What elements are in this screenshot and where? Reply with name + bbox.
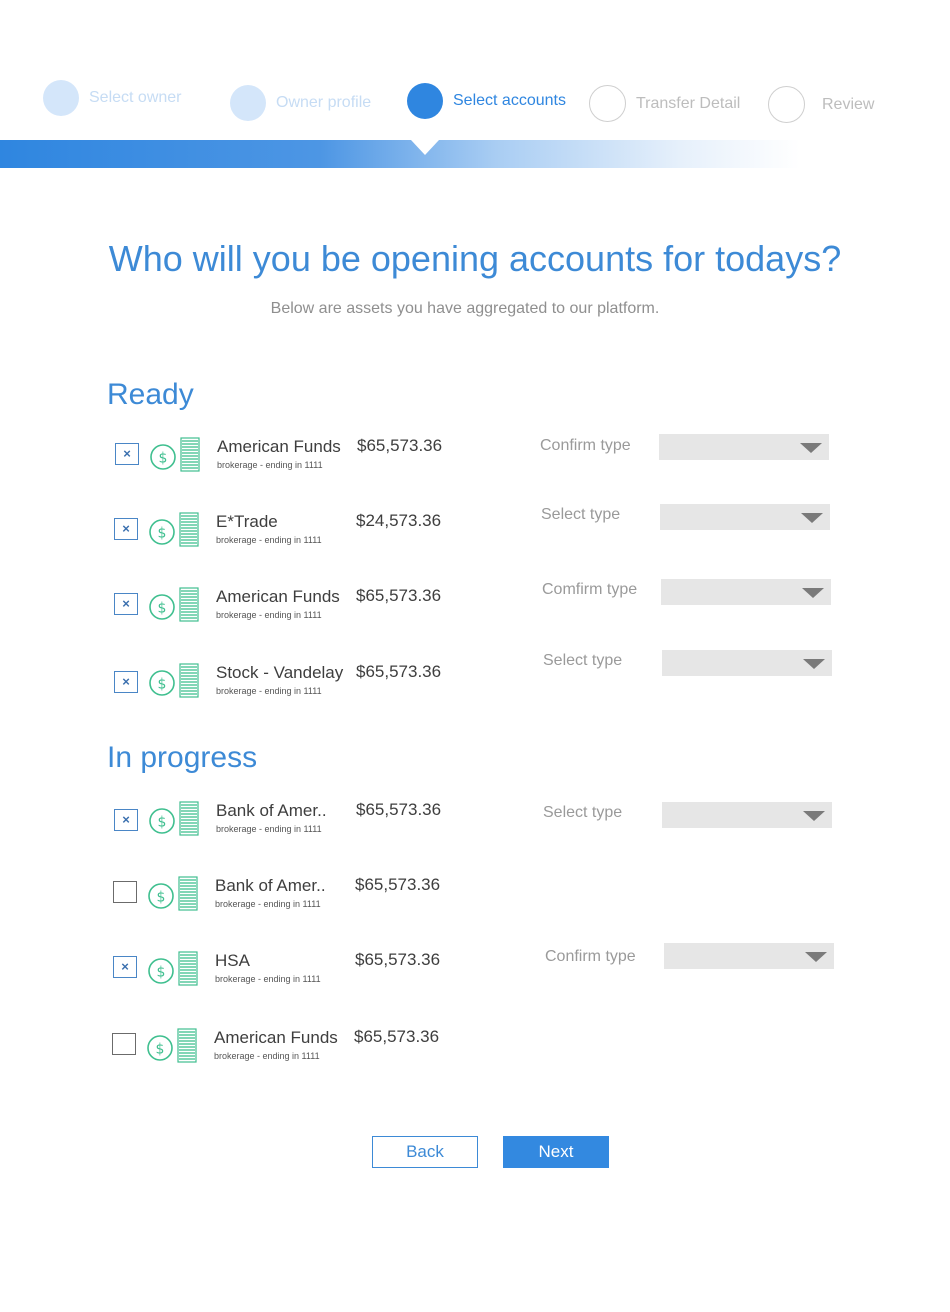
step-circle xyxy=(43,80,79,116)
account-name: Bank of Amer.. xyxy=(216,801,327,820)
step-label: Review xyxy=(822,95,875,113)
dollar-coin-stack-icon xyxy=(149,800,203,836)
account-amount: $65,573.36 xyxy=(356,662,442,681)
account-type-label: Select type xyxy=(543,652,623,669)
account-subtitle: brokerage - ending in 1111 xyxy=(215,974,321,984)
caret-down-icon xyxy=(805,952,827,962)
account-name: American Funds xyxy=(216,587,340,606)
account-type-select[interactable] xyxy=(660,504,830,530)
account-row xyxy=(0,1025,950,1075)
account-amount: $65,573.36 xyxy=(355,875,441,894)
account-type-label: Confirm type xyxy=(540,437,631,454)
account-subtitle: brokerage - ending in 1111 xyxy=(216,535,322,545)
dollar-coin-stack-icon xyxy=(149,511,203,547)
step-review[interactable] xyxy=(768,86,874,123)
account-subtitle: brokerage - ending in 1111 xyxy=(216,824,322,834)
page-title: Who will you be opening accounts for todays? xyxy=(108,238,842,279)
account-row xyxy=(0,948,950,998)
account-checkbox[interactable]: × xyxy=(113,956,137,978)
account-name: HSA xyxy=(215,951,250,970)
account-checkbox[interactable]: × xyxy=(114,593,138,615)
account-checkbox[interactable]: × xyxy=(115,443,139,465)
account-type-select[interactable] xyxy=(664,943,834,969)
svg-text:$: $ xyxy=(157,525,167,542)
account-name: American Funds xyxy=(214,1028,338,1047)
step-owner-profile[interactable] xyxy=(230,85,371,121)
section-title-ready: Ready xyxy=(107,378,194,411)
account-name: Stock - Vandelay xyxy=(216,663,344,682)
account-name: E*Trade xyxy=(216,512,278,531)
account-type-label: Select type xyxy=(543,804,623,821)
step-circle xyxy=(768,86,805,123)
back-button[interactable]: Back xyxy=(372,1136,478,1168)
svg-text:$: $ xyxy=(158,450,168,467)
dollar-coin-stack-icon xyxy=(148,950,202,986)
account-amount: $65,573.36 xyxy=(356,800,442,819)
caret-down-icon xyxy=(803,811,825,821)
progress-bar xyxy=(0,140,800,168)
svg-text:$: $ xyxy=(157,600,167,617)
next-button[interactable]: Next xyxy=(503,1136,609,1168)
account-subtitle: brokerage - ending in 1111 xyxy=(214,1051,320,1061)
account-checkbox[interactable]: × xyxy=(114,809,138,831)
page-subtitle: Below are assets you have aggregated to our platform. xyxy=(270,300,660,317)
account-row xyxy=(0,798,950,848)
account-name: American Funds xyxy=(217,437,341,456)
svg-text:$: $ xyxy=(157,814,167,831)
step-transfer-detail[interactable] xyxy=(589,85,740,122)
account-amount: $65,573.36 xyxy=(355,950,441,969)
account-checkbox[interactable]: × xyxy=(114,671,138,693)
dollar-coin-stack-icon xyxy=(149,586,203,622)
account-type-select[interactable] xyxy=(662,650,832,676)
progress-notch xyxy=(411,140,439,155)
svg-text:$: $ xyxy=(157,676,167,693)
step-select-owner[interactable] xyxy=(43,80,182,116)
account-amount: $24,573.36 xyxy=(356,511,442,530)
svg-text:$: $ xyxy=(155,1041,165,1058)
account-name: Bank of Amer.. xyxy=(215,876,326,895)
account-type-select[interactable] xyxy=(659,434,829,460)
account-row xyxy=(0,873,950,923)
account-type-label: Comfirm type xyxy=(542,581,638,598)
account-type-select[interactable] xyxy=(662,802,832,828)
account-subtitle: brokerage - ending in 1111 xyxy=(215,899,321,909)
step-label: Transfer Detail xyxy=(636,94,741,112)
account-amount: $65,573.36 xyxy=(356,586,442,605)
step-label: Owner profile xyxy=(276,94,372,111)
step-circle xyxy=(230,85,266,121)
account-checkbox[interactable] xyxy=(112,1033,136,1055)
account-type-label: Select type xyxy=(541,506,621,523)
svg-text:$: $ xyxy=(156,889,166,906)
account-type-label: Confirm type xyxy=(545,948,636,965)
dollar-coin-stack-icon xyxy=(149,662,203,698)
account-amount: $65,573.36 xyxy=(357,436,443,455)
caret-down-icon xyxy=(802,588,824,598)
step-circle xyxy=(407,83,443,119)
account-row xyxy=(0,434,950,484)
account-row xyxy=(0,581,950,634)
step-label: Select owner xyxy=(89,89,182,106)
account-checkbox[interactable] xyxy=(113,881,137,903)
caret-down-icon xyxy=(800,443,822,453)
dollar-coin-stack-icon xyxy=(147,1027,201,1063)
step-circle xyxy=(589,85,626,122)
account-type-select[interactable] xyxy=(661,579,831,605)
dollar-coin-stack-icon xyxy=(150,436,204,472)
account-row xyxy=(0,506,950,559)
dollar-coin-stack-icon xyxy=(148,875,202,911)
account-row xyxy=(0,652,950,710)
account-subtitle: brokerage - ending in 1111 xyxy=(217,460,323,470)
account-subtitle: brokerage - ending in 1111 xyxy=(216,686,322,696)
caret-down-icon xyxy=(803,659,825,669)
section-title-in-progress: In progress xyxy=(107,741,258,774)
step-label: Select accounts xyxy=(453,92,566,109)
svg-text:$: $ xyxy=(156,964,166,981)
progress-stepper xyxy=(0,80,950,130)
caret-down-icon xyxy=(801,513,823,523)
account-checkbox[interactable]: × xyxy=(114,518,138,540)
step-select-accounts[interactable] xyxy=(407,83,566,119)
account-amount: $65,573.36 xyxy=(354,1027,440,1046)
account-subtitle: brokerage - ending in 1111 xyxy=(216,610,322,620)
